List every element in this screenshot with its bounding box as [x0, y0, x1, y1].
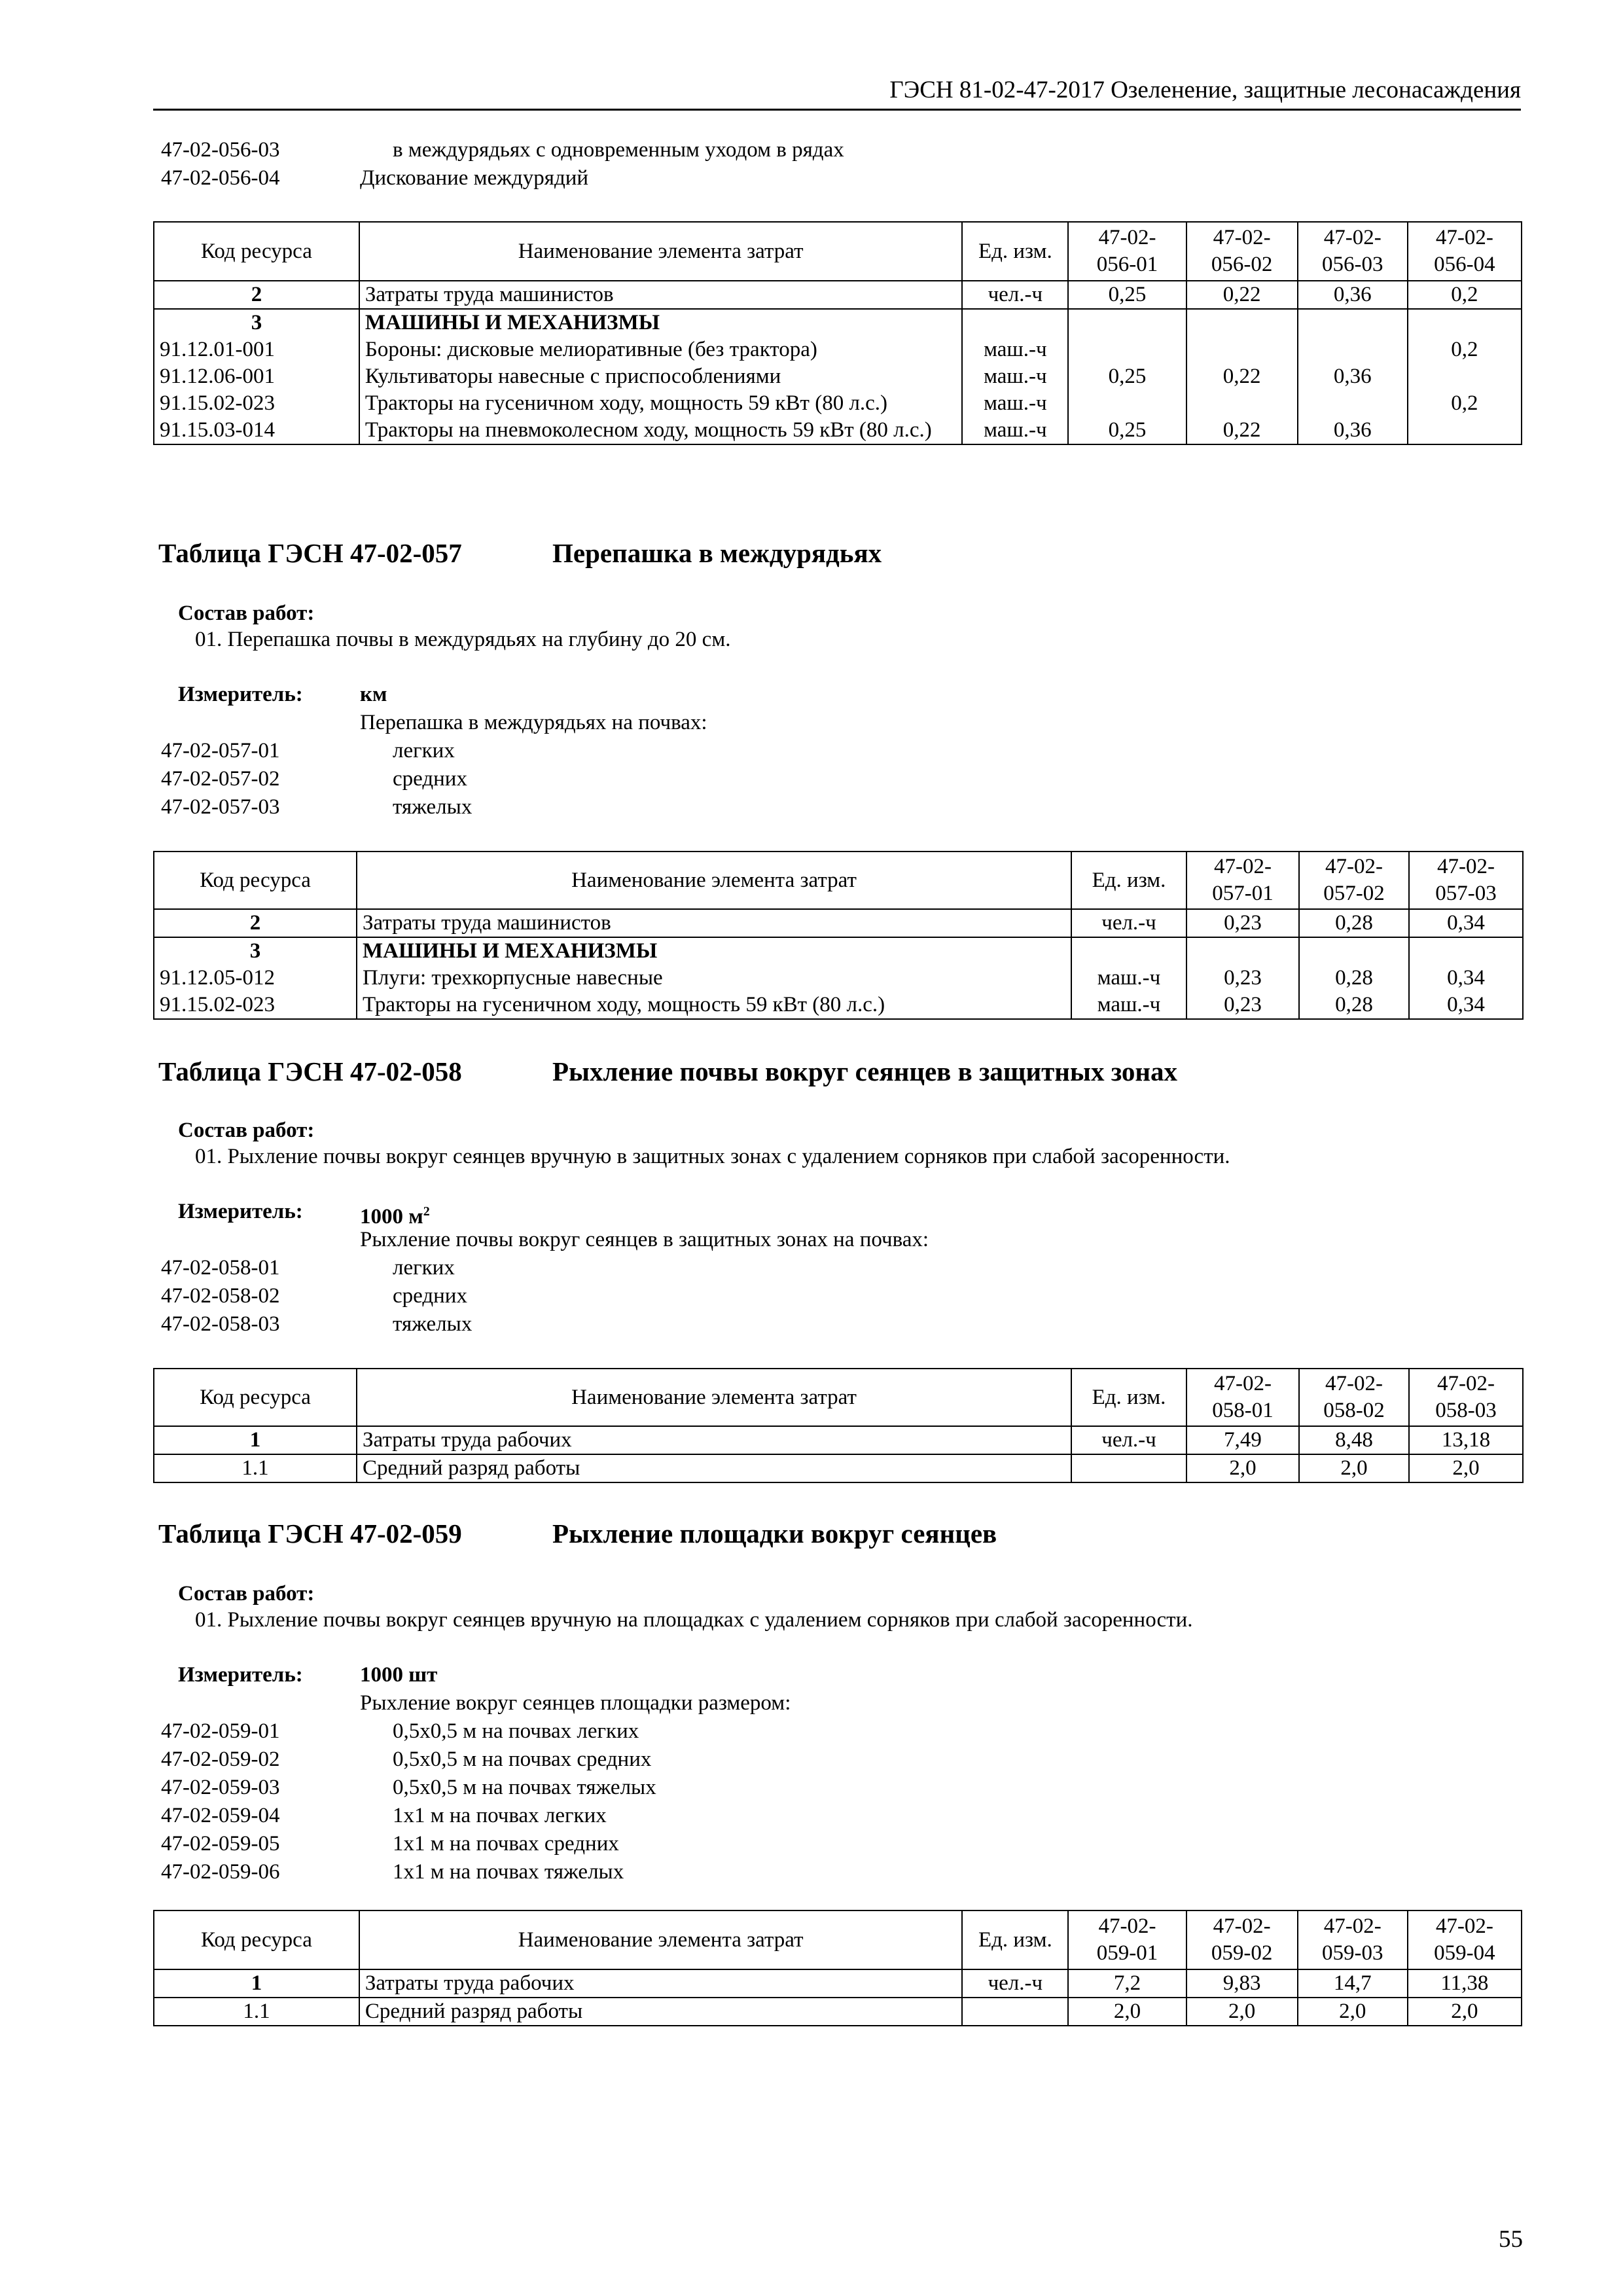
item-code: 47-02-059-02: [161, 1748, 280, 1771]
column-header: Код ресурса: [154, 1910, 359, 1969]
value: 0,25: [1068, 363, 1186, 390]
value: 0,23: [1186, 992, 1299, 1019]
composition-label: Состав работ:: [178, 601, 315, 625]
resource-code: 1.1: [154, 1454, 357, 1482]
value: 0,34: [1409, 992, 1523, 1019]
value: 0,23: [1186, 965, 1299, 992]
table-row: [154, 1426, 1523, 1454]
item-code: 47-02-058-01: [161, 1256, 280, 1280]
item-text: 0,5х0,5 м на почвах тяжелых: [393, 1776, 656, 1799]
section-title-058: [158, 1055, 1178, 1088]
value: [1408, 363, 1522, 390]
resource-code: 2: [154, 281, 359, 309]
value: 0,23: [1186, 909, 1299, 937]
table-row: [154, 417, 1522, 444]
value: 0,34: [1409, 965, 1523, 992]
value: [1408, 417, 1522, 444]
resource-name: Средний разряд работы: [359, 1998, 962, 2026]
column-header: Код ресурса: [154, 852, 357, 909]
column-header: 47-02- 059-02: [1186, 1910, 1298, 1969]
running-header: ГЭСН 81-02-47-2017 Озеленение, защитные лесонасаждения: [153, 72, 1521, 111]
item-text: 1х1 м на почвах тяжелых: [393, 1860, 624, 1884]
resource-code: 91.15.02-023: [154, 992, 357, 1019]
meter-label: Измеритель:: [178, 1200, 303, 1223]
value: [1186, 937, 1299, 965]
item-code: 47-02-058-03: [161, 1312, 280, 1336]
value: 2,0: [1068, 1998, 1186, 2026]
items-subtitle: Рыхление вокруг сеянцев площадки размером:: [360, 1691, 791, 1715]
item-text: тяжелых: [393, 795, 473, 819]
table-row: [154, 937, 1523, 965]
table-row: [154, 965, 1523, 992]
composition-label: Состав работ:: [178, 1582, 315, 1605]
value: [1408, 309, 1522, 336]
item-code: 47-02-058-02: [161, 1284, 280, 1308]
value: 0,28: [1299, 909, 1409, 937]
resource-table-057: [153, 851, 1524, 1020]
composition-text: 01. Рыхление почвы вокруг сеянцев вручную на площадках с удалением сорняков при слабой засоренности.: [195, 1608, 1193, 1632]
value: [1186, 309, 1298, 336]
resource-code: 91.12.06-001: [154, 363, 359, 390]
item-text: тяжелых: [393, 1312, 473, 1336]
value: 0,2: [1408, 281, 1522, 309]
column-header: Код ресурса: [154, 222, 359, 281]
resource-name: Тракторы на пневмоколесном ходу, мощность 59 кВт (80 л.с.): [359, 417, 962, 444]
resource-name: Затраты труда рабочих: [357, 1426, 1071, 1454]
unit: [962, 309, 1068, 336]
resource-name: Затраты труда рабочих: [359, 1969, 962, 1998]
table-row: [154, 1998, 1522, 2026]
value: 2,0: [1299, 1454, 1409, 1482]
table-header-row: [154, 852, 1523, 909]
composition-label: Состав работ:: [178, 1119, 315, 1142]
table-row: [154, 1454, 1523, 1482]
value: 0,36: [1298, 363, 1408, 390]
value: 0,22: [1186, 417, 1298, 444]
column-header: 47-02- 056-03: [1298, 222, 1408, 281]
resource-table-059: [153, 1910, 1522, 2026]
column-header: Код ресурса: [154, 1369, 357, 1426]
item-code: 47-02-059-04: [161, 1804, 280, 1827]
meter-value: 1000 шт: [360, 1663, 438, 1687]
column-header: 47-02- 056-01: [1068, 222, 1186, 281]
unit: маш.-ч: [1071, 965, 1186, 992]
unit: [962, 1998, 1068, 2026]
value: [1298, 336, 1408, 363]
item-code: 47-02-059-03: [161, 1776, 280, 1799]
items-subtitle: Перепашка в междурядьях на почвах:: [360, 711, 707, 734]
value: 0,36: [1298, 417, 1408, 444]
meter-unit: 1000 м: [360, 1205, 423, 1229]
column-header: 47-02- 056-04: [1408, 222, 1522, 281]
value: 0,28: [1299, 965, 1409, 992]
resource-name: Тракторы на гусеничном ходу, мощность 59 кВт (80 л.с.): [359, 390, 962, 417]
item-text: средних: [393, 1284, 467, 1308]
column-header: 47-02- 057-03: [1409, 852, 1523, 909]
item-text: средних: [393, 767, 467, 791]
value: 9,83: [1186, 1969, 1298, 1998]
items-subtitle: Рыхление почвы вокруг сеянцев в защитных зонах на почвах:: [360, 1228, 929, 1251]
value: 0,25: [1068, 281, 1186, 309]
value: 14,7: [1298, 1969, 1408, 1998]
composition-text: 01. Рыхление почвы вокруг сеянцев вручную в защитных зонах с удалением сорняков при слабой засоренности.: [195, 1145, 1230, 1168]
table-label: Таблица ГЭСН 47-02-058: [158, 1056, 462, 1086]
resource-name: Затраты труда машинистов: [357, 909, 1071, 937]
unit: маш.-ч: [962, 336, 1068, 363]
column-header: 47-02- 059-01: [1068, 1910, 1186, 1969]
column-header: 47-02- 059-03: [1298, 1910, 1408, 1969]
item-text: 0,5х0,5 м на почвах средних: [393, 1748, 652, 1771]
table-row: [154, 363, 1522, 390]
value: 2,0: [1186, 1998, 1298, 2026]
meter-value: км: [360, 683, 387, 706]
column-header: Ед. изм.: [962, 222, 1068, 281]
column-header: 47-02- 057-02: [1299, 852, 1409, 909]
resource-table-058: [153, 1368, 1524, 1483]
table-name: Рыхление почвы вокруг сеянцев в защитных зонах: [552, 1056, 1178, 1086]
value: 2,0: [1298, 1998, 1408, 2026]
column-header: Ед. изм.: [1071, 852, 1186, 909]
page-number: 55: [1499, 2226, 1523, 2253]
item-code: 47-02-057-02: [161, 767, 280, 791]
resource-name: Средний разряд работы: [357, 1454, 1071, 1482]
column-header: 47-02- 058-03: [1409, 1369, 1523, 1426]
item-text: легких: [393, 739, 455, 762]
column-header: 47-02- 057-01: [1186, 852, 1299, 909]
unit: [1071, 1454, 1186, 1482]
unit: маш.-ч: [962, 390, 1068, 417]
unit: чел.-ч: [1071, 1426, 1186, 1454]
table-name: Перепашка в междурядьях: [552, 538, 882, 568]
resource-code: 1: [154, 1426, 357, 1454]
value: 0,28: [1299, 992, 1409, 1019]
value: [1186, 390, 1298, 417]
section-title-057: [158, 537, 882, 569]
item-code: 47-02-056-03: [161, 138, 280, 162]
value: 11,38: [1408, 1969, 1522, 1998]
section-title-059: [158, 1517, 997, 1550]
table-label: Таблица ГЭСН 47-02-057: [158, 538, 462, 568]
unit: маш.-ч: [962, 363, 1068, 390]
column-header: Наименование элемента затрат: [357, 1369, 1071, 1426]
value: [1068, 336, 1186, 363]
table-row: [154, 281, 1522, 309]
table-label: Таблица ГЭСН 47-02-059: [158, 1518, 462, 1549]
resource-name: МАШИНЫ И МЕХАНИЗМЫ: [357, 937, 1071, 965]
table-header-row: [154, 222, 1522, 281]
value: 8,48: [1299, 1426, 1409, 1454]
item-code: 47-02-059-05: [161, 1832, 280, 1856]
value: [1186, 336, 1298, 363]
value: 13,18: [1409, 1426, 1523, 1454]
resource-table-056: [153, 221, 1522, 445]
value: 2,0: [1186, 1454, 1299, 1482]
table-row: [154, 336, 1522, 363]
value: 0,2: [1408, 336, 1522, 363]
item-code: 47-02-056-04: [161, 166, 280, 190]
resource-code: 2: [154, 909, 357, 937]
resource-name: Бороны: дисковые мелиоративные (без трактора): [359, 336, 962, 363]
resource-code: 1.1: [154, 1998, 359, 2026]
resource-name: Затраты труда машинистов: [359, 281, 962, 309]
item-code: 47-02-057-01: [161, 739, 280, 762]
item-text: 0,5х0,5 м на почвах легких: [393, 1719, 639, 1743]
value: [1299, 937, 1409, 965]
value: 0,2: [1408, 390, 1522, 417]
unit: маш.-ч: [962, 417, 1068, 444]
unit: чел.-ч: [962, 1969, 1068, 1998]
meter-label: Измеритель:: [178, 1663, 303, 1687]
resource-code: 1: [154, 1969, 359, 1998]
item-text: легких: [393, 1256, 455, 1280]
column-header: Наименование элемента затрат: [359, 222, 962, 281]
table-header-row: [154, 1369, 1523, 1426]
item-text: 1х1 м на почвах легких: [393, 1804, 607, 1827]
value: [1068, 309, 1186, 336]
resource-name: Тракторы на гусеничном ходу, мощность 59 кВт (80 л.с.): [357, 992, 1071, 1019]
resource-code: 91.12.01-001: [154, 336, 359, 363]
unit: чел.-ч: [1071, 909, 1186, 937]
column-header: Ед. изм.: [1071, 1369, 1186, 1426]
table-row: [154, 1969, 1522, 1998]
item-text: Дискование междурядий: [360, 166, 589, 190]
composition-text: 01. Перепашка почвы в междурядьях на глубину до 20 см.: [195, 628, 731, 651]
item-code: 47-02-057-03: [161, 795, 280, 819]
unit: чел.-ч: [962, 281, 1068, 309]
column-header: Наименование элемента затрат: [357, 852, 1071, 909]
value: 0,34: [1409, 909, 1523, 937]
value: 2,0: [1409, 1454, 1523, 1482]
column-header: 47-02- 059-04: [1408, 1910, 1522, 1969]
table-row: [154, 390, 1522, 417]
item-text: 1х1 м на почвах средних: [393, 1832, 619, 1856]
value: [1068, 390, 1186, 417]
column-header: 47-02- 058-02: [1299, 1369, 1409, 1426]
table-row: [154, 992, 1523, 1019]
resource-code: 91.15.02-023: [154, 390, 359, 417]
column-header: Наименование элемента затрат: [359, 1910, 962, 1969]
value: 0,25: [1068, 417, 1186, 444]
value: 7,49: [1186, 1426, 1299, 1454]
table-header-row: [154, 1910, 1522, 1969]
table-row: [154, 909, 1523, 937]
value: 2,0: [1408, 1998, 1522, 2026]
resource-code: 91.12.05-012: [154, 965, 357, 992]
column-header: Ед. изм.: [962, 1910, 1068, 1969]
resource-code: 3: [154, 937, 357, 965]
table-row: [154, 309, 1522, 336]
unit: [1071, 937, 1186, 965]
unit: маш.-ч: [1071, 992, 1186, 1019]
column-header: 47-02- 056-02: [1186, 222, 1298, 281]
meter-label: Измеритель:: [178, 683, 303, 706]
table-name: Рыхление площадки вокруг сеянцев: [552, 1518, 997, 1549]
value: 0,22: [1186, 281, 1298, 309]
value: [1409, 937, 1523, 965]
resource-code: 3: [154, 309, 359, 336]
resource-name: Плуги: трехкорпусные навесные: [357, 965, 1071, 992]
item-code: 47-02-059-01: [161, 1719, 280, 1743]
value: 0,36: [1298, 281, 1408, 309]
resource-name: МАШИНЫ И МЕХАНИЗМЫ: [359, 309, 962, 336]
value: 0,22: [1186, 363, 1298, 390]
item-text: в междурядьях с одновременным уходом в рядах: [393, 138, 844, 162]
value: 7,2: [1068, 1969, 1186, 1998]
resource-code: 91.15.03-014: [154, 417, 359, 444]
resource-name: Культиваторы навесные с приспособлениями: [359, 363, 962, 390]
value: [1298, 309, 1408, 336]
value: [1298, 390, 1408, 417]
item-code: 47-02-059-06: [161, 1860, 280, 1884]
column-header: 47-02- 058-01: [1186, 1369, 1299, 1426]
meter-superscript: 2: [423, 1204, 430, 1219]
